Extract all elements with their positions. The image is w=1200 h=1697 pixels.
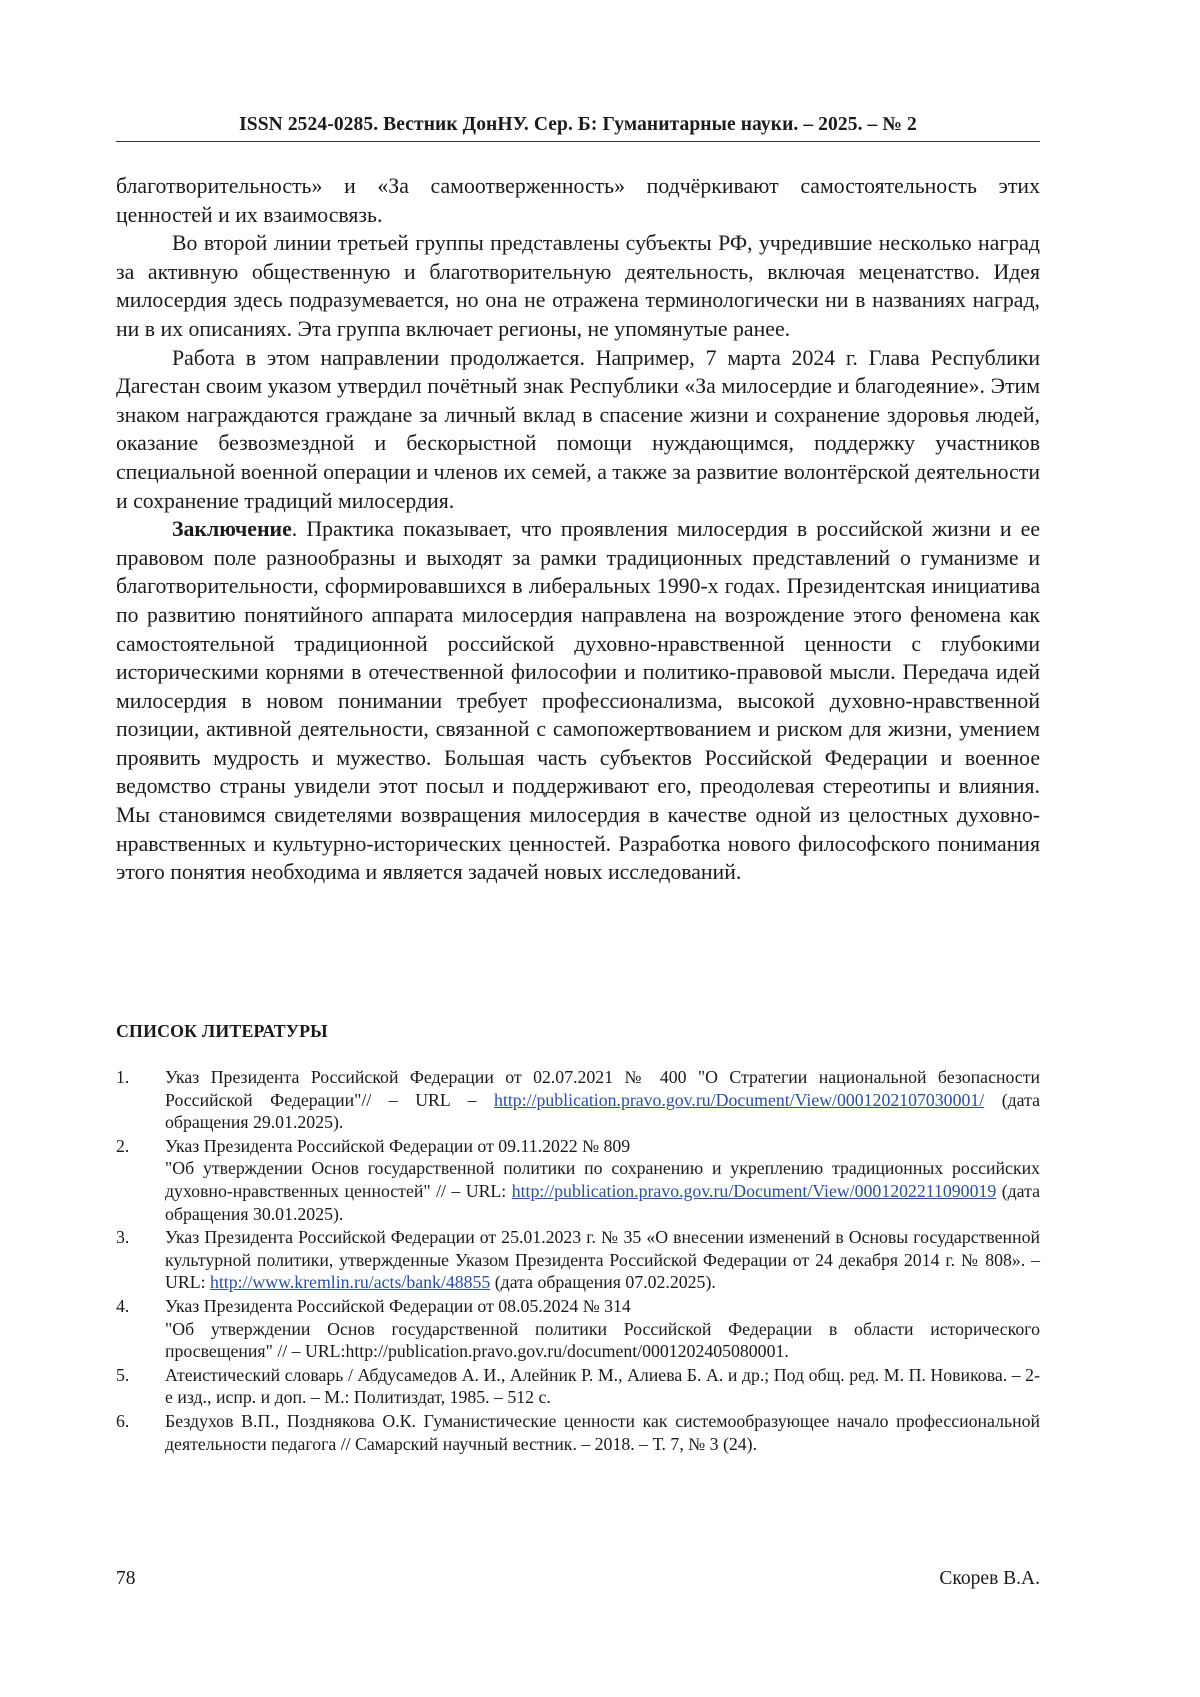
reference-item	[116, 1410, 1040, 1455]
reference-text-part: "Об утверждении Основ государственной политики Российской Федерации в области исторического просвещения" // – URL:http://publication.pravo.gov.ru/document/0001202405080001.	[165, 1318, 1040, 1362]
reference-line: Указ Президента Российской Федерации от 09.11.2022 № 809	[165, 1135, 631, 1156]
references-list	[116, 1066, 1040, 1456]
reference-number: 4.	[116, 1295, 130, 1316]
reference-number: 6.	[116, 1410, 130, 1431]
running-header: ISSN 2524-0285. Вестник ДонНУ. Сер. Б: Гуманитарные науки. – 2025. – № 2	[116, 114, 1040, 142]
reference-text	[165, 1226, 1040, 1294]
reference-text: Бездухов В.П., Позднякова О.К. Гуманистические ценности как системообразующее начало профессиональной деятельности педагога // Самарский научный вестник. – 2018. – Т. 7, № 3 (24).	[165, 1410, 1040, 1454]
reference-text	[165, 1295, 1040, 1363]
reference-text	[165, 1066, 1040, 1134]
reference-item	[116, 1135, 1040, 1225]
reference-item	[116, 1226, 1040, 1294]
footer-author: Скорев В.А.	[939, 1568, 1040, 1589]
reference-item	[116, 1364, 1040, 1409]
reference-text-part: (дата обращения 30.01.2025).	[165, 1180, 1040, 1224]
reference-number: 2.	[116, 1135, 130, 1156]
paragraph-1: благотворительность» и «За самоотверженность» подчёркивают самостоятельность этих ценностей и их взаимосвязь.	[116, 174, 1040, 227]
reference-number: 1.	[116, 1067, 130, 1087]
conclusion-heading: Заключение	[172, 517, 292, 542]
reference-item	[116, 1295, 1040, 1363]
paragraph-2: Во второй линии третьей группы представлены субъекты РФ, учредившие несколько наград за активную общественную и благотворительную деятельность, включая меценатство. Идея милосердия здесь подразумевается, но она не отражена терминологически ни в названиях наград, ни в их описаниях. Эта группа включает регионы, не упомянутые ранее.	[116, 231, 1040, 341]
reference-number: 5.	[116, 1364, 130, 1385]
reference-link[interactable]: http://publication.pravo.gov.ru/Document/View/0001202107030001/	[494, 1089, 985, 1110]
reference-number: 3.	[116, 1227, 130, 1248]
references-title: СПИСОК ЛИТЕРАТУРЫ	[116, 1021, 328, 1041]
reference-item	[116, 1066, 1040, 1134]
page-number: 78	[116, 1568, 136, 1589]
paragraph-conclusion	[116, 515, 1040, 887]
reference-text-part: Указ Президента Российской Федерации от 25.01.2023 г. № 35 «О внесении изменений в Основы государственной культурной политики, утвержденные Указом Президента Российской Федерации от 24 декабря 2014 г. № 808». – URL:	[165, 1227, 1040, 1293]
paragraph-3: Работа в этом направлении продолжается. Например, 7 марта 2024 г. Глава Республики Дагестан своим указом утвердил почётный знак Республики «За милосердие и благодеяние». Этим знаком награждаются граждане за личный вклад в спасение жизни и сохранение здоровья людей, оказание безвозмездной и бескорыстной помощи нуждающимся, поддержку участников специальной военной операции и членов их семей, а также за развитие волонтёрской деятельности и сохранение традиций милосердия.	[116, 345, 1040, 513]
reference-link[interactable]: http://publication.pravo.gov.ru/Document/View/0001202211090019	[511, 1180, 997, 1201]
reference-line: Указ Президента Российской Федерации от 08.05.2024 № 314	[165, 1295, 631, 1316]
reference-text-part: Указ Президента Российской Федерации от 02.07.2021 № 400 "О Стратегии национальной безопасности Российской Федерации"// – URL –	[165, 1067, 1040, 1110]
reference-text: Атеистический словарь / Абдусамедов А. И., Алейник Р. М., Алиева Б. А. и др.; Под общ. ред. М. П. Новикова. – 2-е изд., испр. и доп. – М.: Политиздат, 1985. – 512 с.	[165, 1364, 1040, 1408]
reference-link[interactable]: http://www.kremlin.ru/acts/bank/48855	[209, 1272, 491, 1293]
reference-text	[165, 1135, 1040, 1225]
conclusion-text: . Практика показывает, что проявления милосердия в российской жизни и ее правовом поле разнообразны и выходят за рамки традиционных представлений о гуманизме и благотворительности, сформировавшихся в либеральных 1990-х годах. Президентская инициатива по развитию понятийного аппарата милосердия направлена на возрождение этого феномена как самостоятельной традиционной российской духовно-нравственной ценности с глубокими историческими корнями в отечественной философии и политико-правовой мысли. Передача идей милосердия в новом понимании требует профессионализма, высокой духовно-нравственной позиции, активной деятельности, связанной с самопожертвованием и риском для жизни, умением проявить мудрость и мужество. Большая часть субъектов Российской Федерации и военное ведомство страны увидели этот посыл и поддерживают его, преодолевая стереотипы и влияния. Мы становимся свидетелями возвращения милосердия в качестве одной из целостных духовно-нравственных и культурно-исторических ценностей. Разработка нового философского понимания этого понятия необходима и является задачей новых исследований.	[116, 517, 1040, 885]
reference-text-part: (дата обращения 29.01.2025).	[165, 1089, 1040, 1133]
reference-text-part: (дата обращения 07.02.2025).	[490, 1272, 716, 1293]
reference-text-part: "Об утверждении Основ государственной политики по сохранению и укреплению традиционных российских духовно-нравственных ценностей" // – URL:	[165, 1158, 1040, 1201]
article-body	[116, 172, 1040, 887]
